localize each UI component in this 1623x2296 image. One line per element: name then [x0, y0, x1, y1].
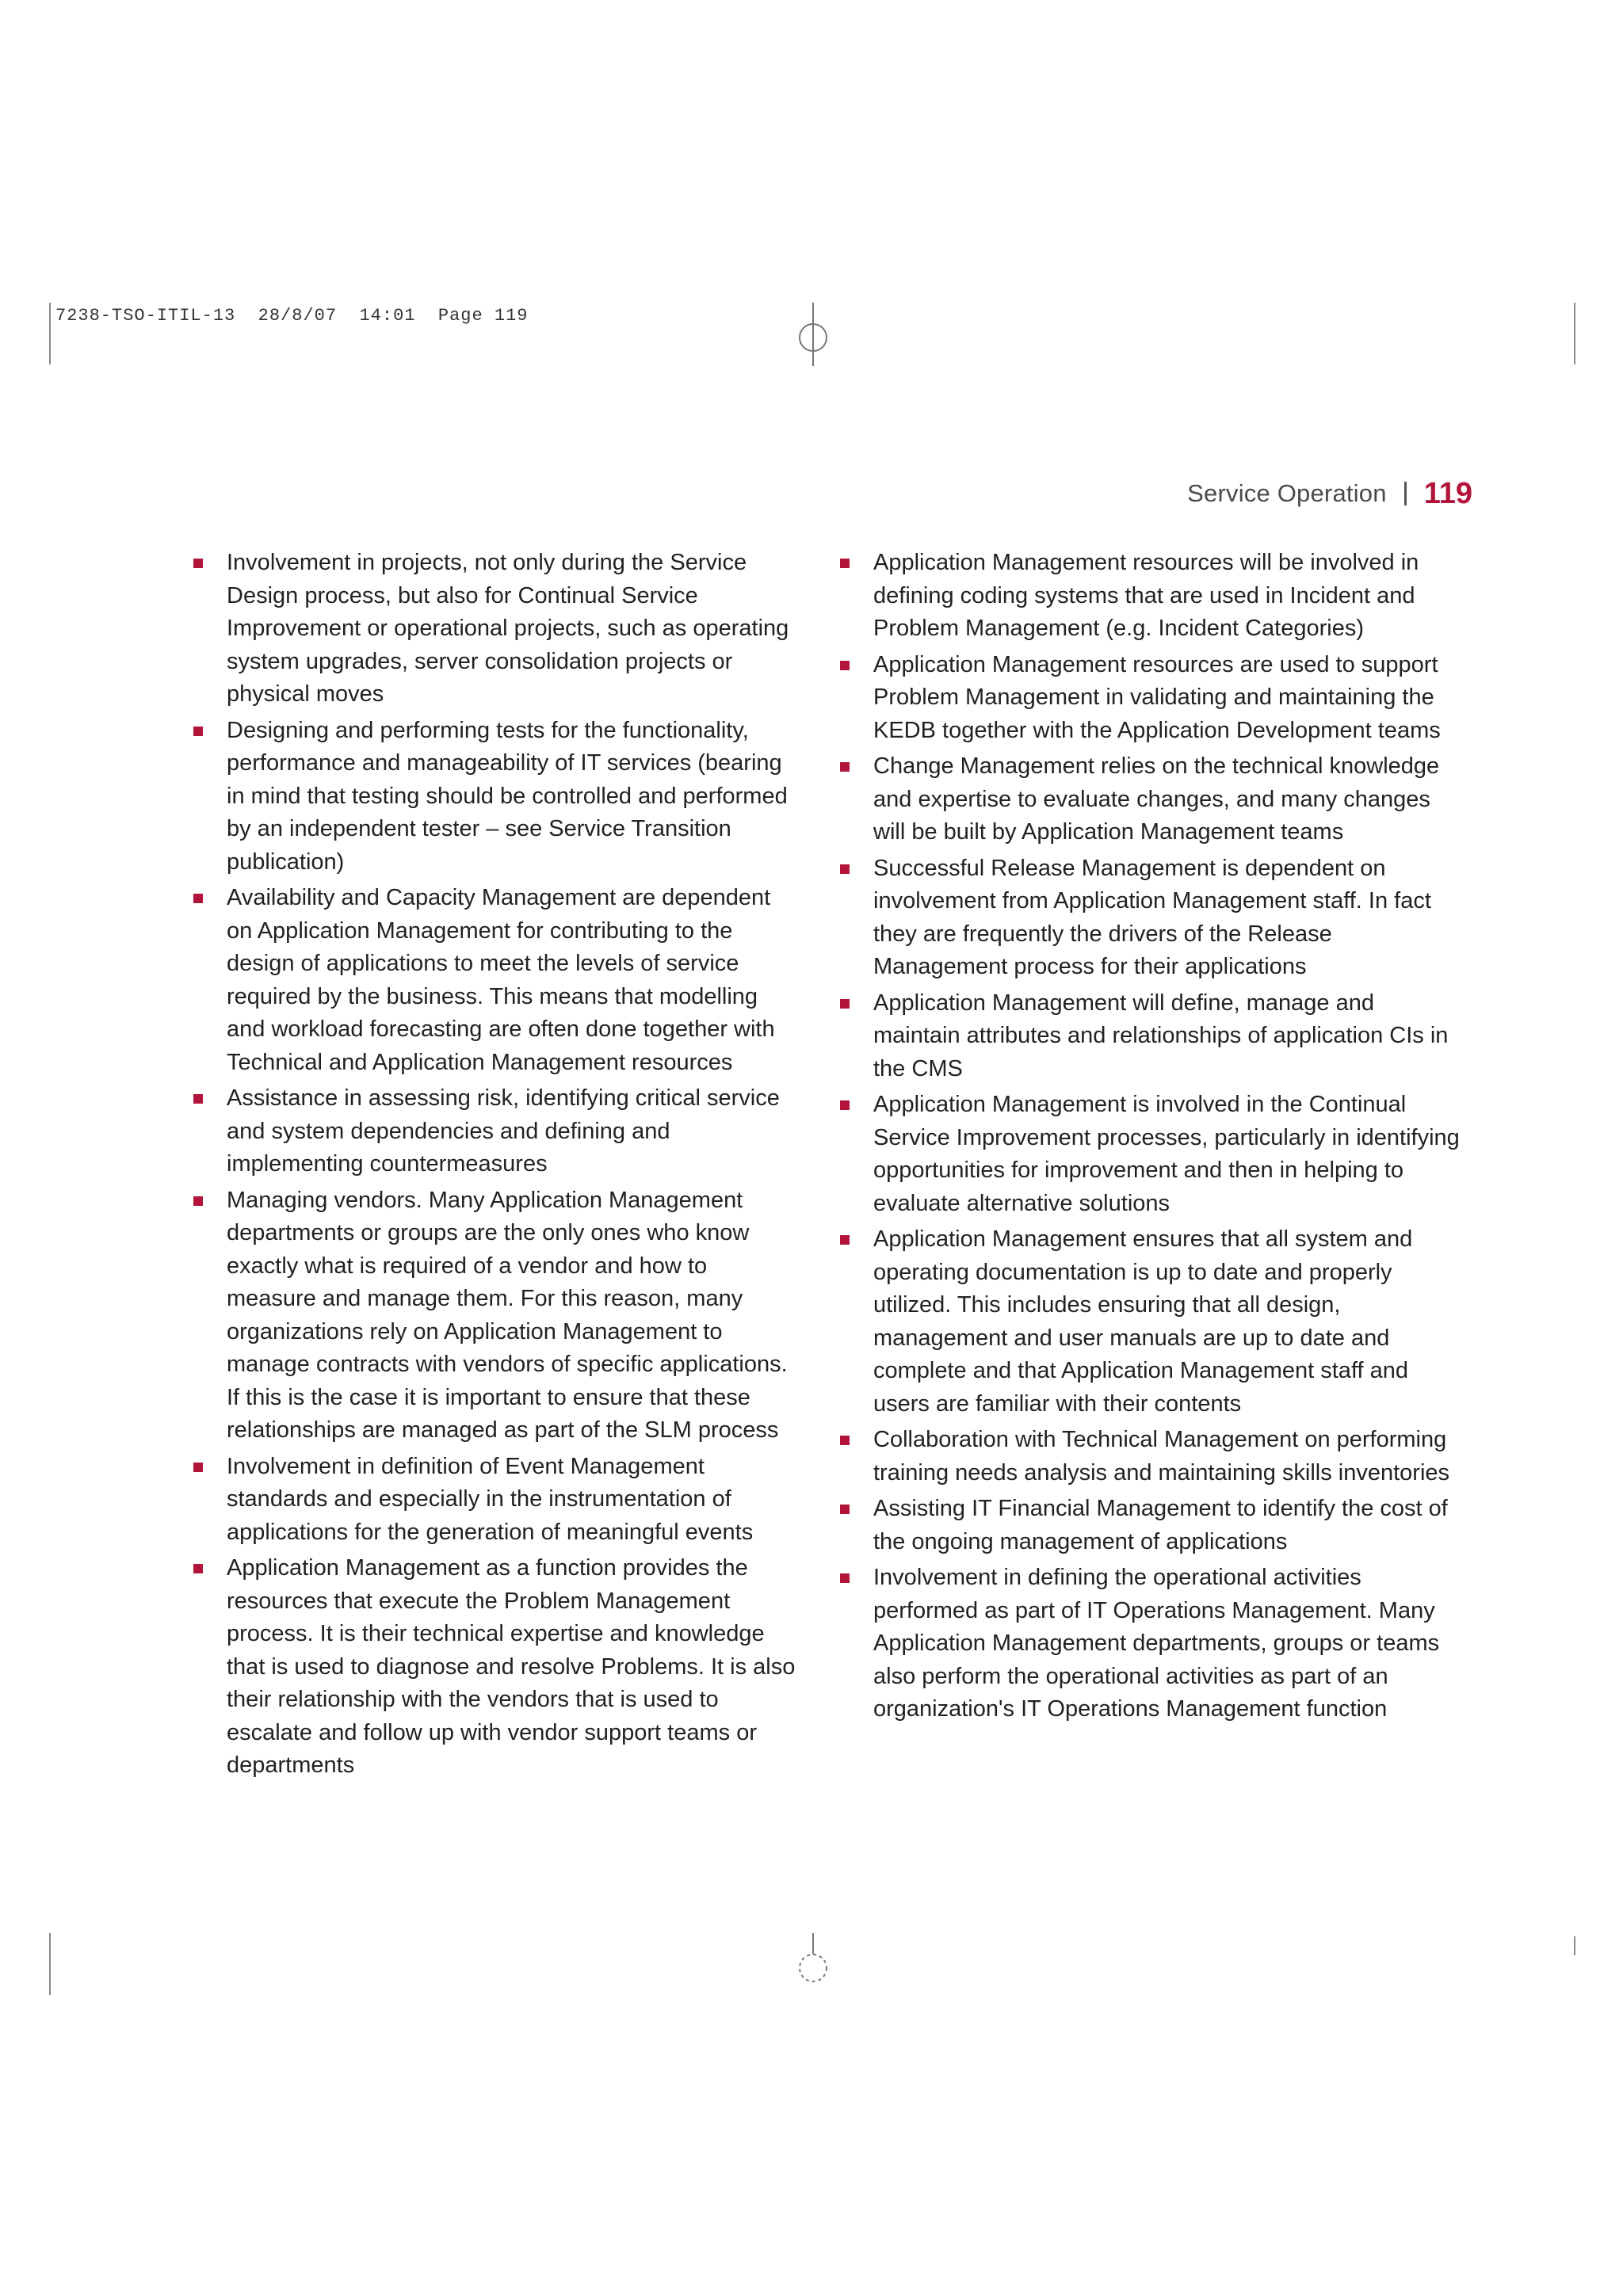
list-item-text: Successful Release Management is dependent on involvement from Application Management staff. In fact they are frequently the drivers of the Release Management process for their applications — [873, 855, 1431, 979]
list-item-text: Application Management will define, manage and maintain attributes and relationships of application CIs in the CMS — [873, 990, 1449, 1081]
list-item — [190, 1451, 800, 1550]
bullet-square-icon — [840, 1505, 850, 1514]
bullet-square-icon — [840, 762, 850, 772]
page-number: 119 — [1423, 476, 1472, 510]
list-item-text: Designing and performing tests for the functionality, performance and manageability of IT services (bearing in mind that testing should be controlled and performed by an independent tester – see Service Transition publication) — [227, 717, 788, 875]
bullet-square-icon — [840, 661, 850, 670]
list-item — [837, 1493, 1463, 1558]
registration-mark-bottom-icon — [796, 1933, 831, 1985]
crop-mark-top-left — [49, 303, 51, 364]
list-item — [837, 1424, 1463, 1489]
bullet-square-icon — [193, 559, 203, 568]
bullet-square-icon — [193, 727, 203, 736]
bullet-square-icon — [840, 559, 850, 568]
list-item-text: Application Management is involved in the Continual Service Improvement processes, particularly in identifying opportunities for improvement and then in helping to evaluate alternative solutions — [873, 1092, 1460, 1216]
list-item — [190, 547, 800, 711]
bullet-square-icon — [840, 999, 850, 1009]
list-item — [190, 1184, 800, 1447]
bullet-square-icon — [193, 894, 203, 903]
list-item — [837, 1223, 1463, 1421]
list-item-text: Application Management resources will be involved in defining coding systems that are used in Incident and Problem Management (e.g. Incident Categories) — [873, 550, 1419, 641]
bullet-square-icon — [193, 1463, 203, 1472]
list-item — [190, 882, 800, 1079]
bullet-square-icon — [193, 1094, 203, 1104]
list-item-text: Change Management relies on the technical knowledge and expertise to evaluate changes, and many changes will be built by Application Management teams — [873, 753, 1440, 845]
bullet-square-icon — [840, 864, 850, 874]
registration-mark-top-icon — [796, 303, 831, 366]
list-item — [190, 1552, 800, 1783]
list-item — [190, 715, 800, 879]
running-head — [1187, 474, 1472, 513]
list-item-text: Availability and Capacity Management are dependent on Application Management for contributing to the design of applications to meet the levels of service required by the business. This means that modelling and workload forecasting are often done together with Technical and Application Management resources — [227, 885, 775, 1075]
list-item-text: Involvement in projects, not only during the Service Design process, but also for Continual Service Improvement or operational projects, such as operating system upgrades, server consolidation projects or physical moves — [227, 550, 789, 707]
list-item-text: Application Management resources are used to support Problem Management in validating and maintaining the KEDB together with the Application Development teams — [873, 651, 1441, 743]
list-item-text: Managing vendors. Many Application Management departments or groups are the only ones who know exactly what is required of a vendor and how to measure and manage them. For this reason, many organizations rely on Application Management to manage contracts with vendors of specific applications. If this is the case it is important to ensure that these relationships are managed as part of the SLM process — [227, 1187, 788, 1443]
list-item-text: Application Management as a function provides the resources that execute the Problem Management process. It is their technical expertise and knowledge that is used to diagnose and resolve Problems. It is also their relationship with the vendors that is used to escalate and follow up with vendor support teams or departments — [227, 1555, 796, 1778]
list-item-text: Application Management ensures that all system and operating documentation is up to date and properly utilized. This includes ensuring that all design, management and user manuals are up to date and complete and that Application Management staff and users are familiar with their contents — [873, 1226, 1413, 1417]
list-item — [837, 547, 1463, 646]
printer-slug: 7238-TSO-ITIL-13 28/8/07 14:01 Page 119 — [55, 306, 529, 326]
crop-mark-bottom-right — [1574, 1936, 1575, 1955]
crop-mark-bottom-left — [49, 1933, 51, 1995]
list-item-text: Collaboration with Technical Management on performing training needs analysis and maintaining skills inventories — [873, 1427, 1450, 1486]
list-item-text: Involvement in defining the operational activities performed as part of IT Operations Management. Many Application Management departments, groups or teams also perform the operational activities as part of an organization's IT Operations Management function — [873, 1565, 1440, 1722]
list-item — [837, 1562, 1463, 1726]
list-item-text: Assistance in assessing risk, identifying critical service and system dependencies and defining and implementing countermeasures — [227, 1085, 780, 1177]
crop-mark-top-right — [1574, 303, 1575, 364]
list-item — [190, 1082, 800, 1181]
list-item — [837, 987, 1463, 1086]
list-item — [837, 750, 1463, 849]
bullet-square-icon — [193, 1196, 203, 1206]
right-column-list — [837, 547, 1463, 1730]
running-head-title: Service Operation — [1187, 479, 1387, 507]
list-item-text: Assisting IT Financial Management to identify the cost of the ongoing management of applications — [873, 1496, 1448, 1554]
list-item — [837, 852, 1463, 984]
list-item — [837, 1089, 1463, 1220]
bullet-square-icon — [193, 1564, 203, 1573]
bullet-square-icon — [840, 1100, 850, 1110]
bullet-square-icon — [840, 1573, 850, 1583]
list-item-text: Involvement in definition of Event Management standards and especially in the instrumentation of applications for the generation of meaningful events — [227, 1453, 754, 1545]
bullet-square-icon — [840, 1235, 850, 1245]
running-head-divider — [1404, 482, 1407, 505]
left-column-list — [190, 547, 800, 1786]
bullet-square-icon — [840, 1436, 850, 1445]
list-item — [837, 649, 1463, 748]
